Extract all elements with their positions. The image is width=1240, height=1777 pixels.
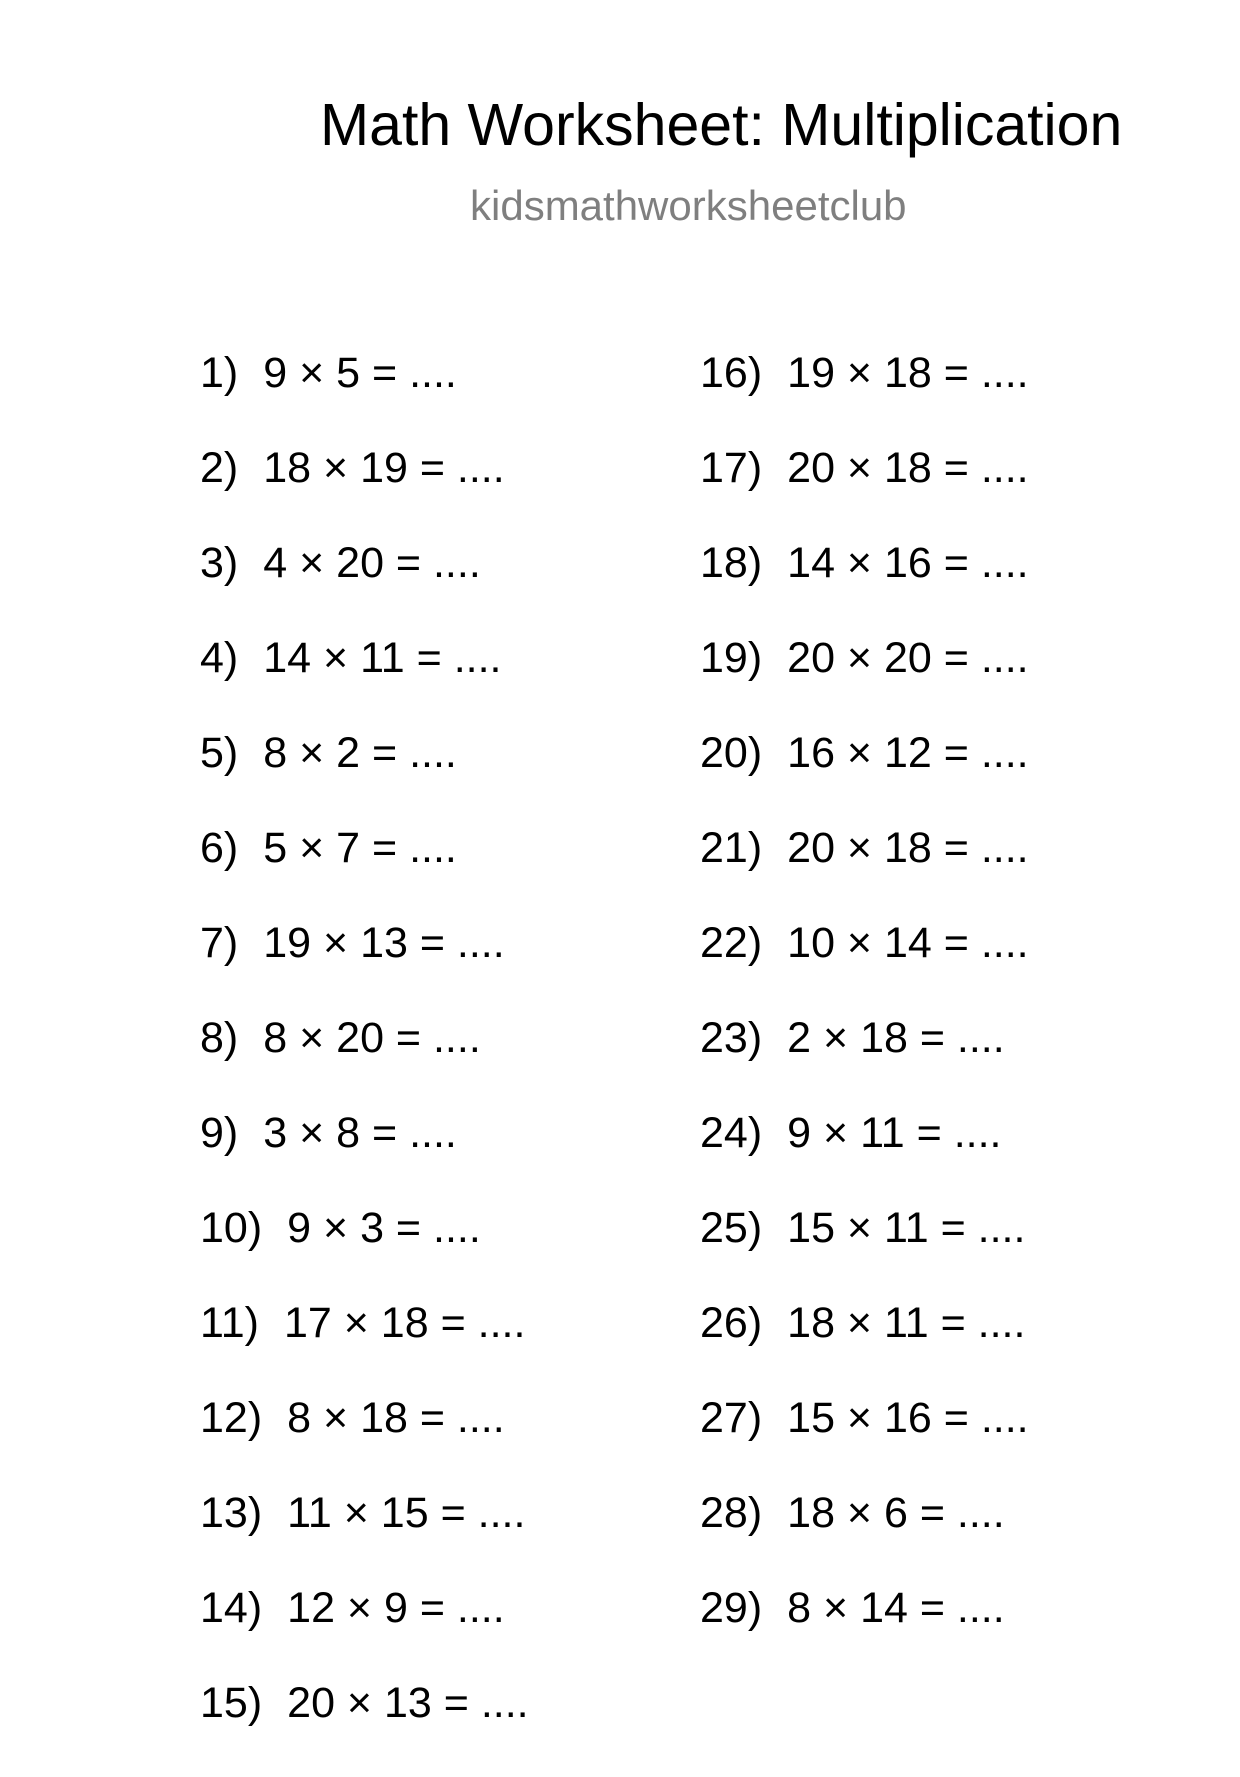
problem-expression: 5 × 7 = .... <box>263 824 457 872</box>
problem-expression: 17 × 18 = .... <box>283 1299 526 1347</box>
problem-expression: 9 × 3 = .... <box>287 1204 481 1252</box>
problem-expression: 3 × 8 = .... <box>263 1109 457 1157</box>
worksheet-title: Math Worksheet: Multiplication <box>320 92 1123 158</box>
problem-number: 28) <box>700 1489 763 1537</box>
problem-item <box>700 349 1029 447</box>
worksheet-subtitle: kidsmathworksheetclub <box>470 182 907 229</box>
problem-number: 29) <box>700 1584 763 1632</box>
problem-number: 8) <box>200 1014 239 1062</box>
problem-item <box>200 824 529 922</box>
problem-number: 24) <box>700 1109 763 1157</box>
problem-expression: 18 × 11 = .... <box>787 1299 1026 1347</box>
problem-number: 22) <box>700 919 763 967</box>
problem-expression: 8 × 14 = .... <box>787 1584 1005 1632</box>
problem-item <box>700 634 1029 732</box>
problem-expression: 20 × 18 = .... <box>787 824 1029 872</box>
problem-item <box>700 1489 1029 1587</box>
problem-number: 15) <box>200 1679 263 1727</box>
problem-expression: 8 × 18 = .... <box>287 1394 505 1442</box>
problem-number: 3) <box>200 539 239 587</box>
problem-item <box>200 1299 529 1397</box>
problem-item <box>700 729 1029 827</box>
problem-number: 20) <box>700 729 763 777</box>
problem-number: 11) <box>200 1299 259 1347</box>
problem-number: 5) <box>200 729 239 777</box>
problem-number: 10) <box>200 1204 263 1252</box>
problem-number: 17) <box>700 444 763 492</box>
problem-item <box>700 1204 1029 1302</box>
problem-item <box>200 1204 529 1302</box>
problem-item <box>200 1489 529 1587</box>
problem-item <box>700 539 1029 637</box>
problems-column-left <box>200 349 529 1777</box>
problem-expression: 2 × 18 = .... <box>787 1014 1005 1062</box>
problem-number: 9) <box>200 1109 239 1157</box>
problem-number: 6) <box>200 824 239 872</box>
problem-item <box>700 1014 1029 1112</box>
problem-expression: 11 × 15 = .... <box>287 1489 526 1537</box>
problem-number: 21) <box>700 824 763 872</box>
problem-number: 26) <box>700 1299 763 1347</box>
problem-item <box>700 824 1029 922</box>
problem-expression: 20 × 13 = .... <box>287 1679 529 1727</box>
problem-expression: 8 × 2 = .... <box>263 729 457 777</box>
problem-number: 27) <box>700 1394 763 1442</box>
problem-item <box>200 1679 529 1777</box>
problem-number: 19) <box>700 634 763 682</box>
problem-number: 13) <box>200 1489 263 1537</box>
problem-number: 2) <box>200 444 239 492</box>
problem-item <box>200 444 529 542</box>
problem-item <box>700 1109 1029 1207</box>
problem-number: 25) <box>700 1204 763 1252</box>
problem-item <box>200 1394 529 1492</box>
problem-expression: 19 × 18 = .... <box>787 349 1029 397</box>
problem-expression: 15 × 11 = .... <box>787 1204 1026 1252</box>
problem-expression: 8 × 20 = .... <box>263 1014 481 1062</box>
problem-item <box>200 349 529 447</box>
problem-item <box>700 1299 1029 1397</box>
problem-item <box>200 919 529 1017</box>
problem-item <box>200 729 529 827</box>
problem-item <box>700 444 1029 542</box>
problems-column-right <box>700 349 1029 1682</box>
problem-expression: 9 × 11 = .... <box>787 1109 1002 1157</box>
problem-number: 1) <box>200 349 239 397</box>
problem-number: 23) <box>700 1014 763 1062</box>
problem-expression: 10 × 14 = .... <box>787 919 1029 967</box>
problem-item <box>700 919 1029 1017</box>
problem-number: 18) <box>700 539 763 587</box>
problem-item <box>200 1584 529 1682</box>
problem-expression: 15 × 16 = .... <box>787 1394 1029 1442</box>
problem-item <box>700 1584 1029 1682</box>
problem-expression: 4 × 20 = .... <box>263 539 481 587</box>
problem-expression: 18 × 6 = .... <box>787 1489 1005 1537</box>
problem-item <box>200 539 529 637</box>
problem-expression: 20 × 20 = .... <box>787 634 1029 682</box>
problem-number: 16) <box>700 349 763 397</box>
problem-expression: 16 × 12 = .... <box>787 729 1029 777</box>
problem-expression: 9 × 5 = .... <box>263 349 457 397</box>
problem-expression: 19 × 13 = .... <box>263 919 505 967</box>
problem-item <box>200 1109 529 1207</box>
problem-expression: 14 × 16 = .... <box>787 539 1029 587</box>
problem-item <box>200 1014 529 1112</box>
problem-number: 4) <box>200 634 239 682</box>
problem-number: 14) <box>200 1584 263 1632</box>
problem-number: 7) <box>200 919 239 967</box>
problem-item <box>700 1394 1029 1492</box>
problem-item <box>200 634 529 732</box>
problem-expression: 12 × 9 = .... <box>287 1584 505 1632</box>
problem-expression: 20 × 18 = .... <box>787 444 1029 492</box>
problem-expression: 14 × 11 = .... <box>263 634 502 682</box>
problem-expression: 18 × 19 = .... <box>263 444 505 492</box>
problem-number: 12) <box>200 1394 263 1442</box>
